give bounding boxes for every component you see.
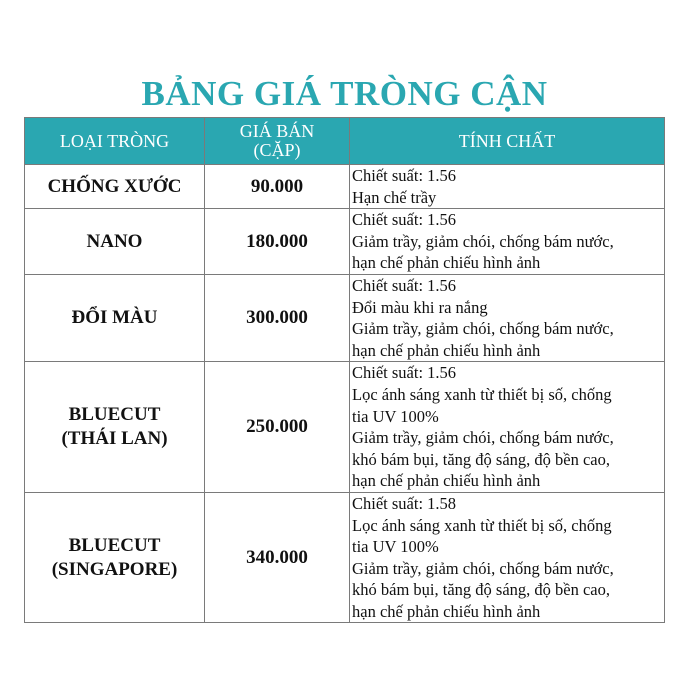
lens-type-cell bbox=[25, 165, 205, 209]
price-cell bbox=[205, 274, 350, 361]
price-value: 180.000 bbox=[246, 230, 308, 252]
feature-line: tia UV 100% bbox=[352, 406, 439, 426]
feature-line: Chiết suất: 1.56 bbox=[352, 363, 457, 383]
feature-line: khó bám bụi, tăng độ sáng, độ bền cao, bbox=[352, 580, 610, 600]
features-cell bbox=[350, 165, 665, 209]
lens-type-line: (SINGAPORE) bbox=[51, 558, 178, 580]
features-cell bbox=[350, 274, 665, 361]
lens-type-line: BLUECUT bbox=[68, 404, 161, 426]
feature-line: Hạn chế trầy bbox=[352, 187, 437, 207]
features-cell bbox=[350, 492, 665, 623]
feature-line: Đổi màu khi ra nắng bbox=[352, 297, 488, 317]
feature-line: Giảm trầy, giảm chói, chống bám nước, bbox=[352, 319, 614, 339]
price-table bbox=[24, 117, 665, 623]
feature-line: tia UV 100% bbox=[352, 537, 439, 557]
table-row bbox=[25, 209, 665, 275]
feature-line: Lọc ánh sáng xanh từ thiết bị số, chống bbox=[352, 515, 612, 535]
price-value: 340.000 bbox=[246, 546, 308, 568]
page-title: BẢNG GIÁ TRÒNG CẬN bbox=[141, 74, 548, 113]
lens-type-cell bbox=[25, 274, 205, 361]
lens-type-line: NANO bbox=[86, 230, 143, 252]
price-cell bbox=[205, 492, 350, 623]
feature-line: hạn chế phản chiếu hình ảnh bbox=[352, 601, 541, 621]
lens-type-cell bbox=[25, 492, 205, 623]
lens-type-line: BLUECUT bbox=[68, 534, 161, 556]
header-features-label: TÍNH CHẤT bbox=[458, 130, 556, 151]
feature-line: Giảm trầy, giảm chói, chống bám nước, bbox=[352, 428, 614, 448]
table-row bbox=[25, 274, 665, 361]
price-value: 250.000 bbox=[246, 416, 308, 438]
header-lens-type-label: LOẠI TRÒNG bbox=[59, 130, 170, 151]
lens-type-cell bbox=[25, 209, 205, 275]
price-value: 90.000 bbox=[250, 175, 304, 197]
feature-line: Chiết suất: 1.56 bbox=[352, 210, 457, 230]
header-price bbox=[205, 118, 350, 165]
feature-line: Giảm trầy, giảm chói, chống bám nước, bbox=[352, 231, 614, 251]
lens-type-cell bbox=[25, 362, 205, 493]
feature-line: Giảm trầy, giảm chói, chống bám nước, bbox=[352, 558, 614, 578]
feature-line: hạn chế phản chiếu hình ảnh bbox=[352, 471, 541, 491]
feature-line: khó bám bụi, tăng độ sáng, độ bền cao, bbox=[352, 449, 610, 469]
table-row bbox=[25, 492, 665, 623]
header-price-line2: (CẶP) bbox=[253, 140, 301, 160]
lens-type-line: CHỐNG XƯỚC bbox=[47, 175, 182, 197]
features-cell bbox=[350, 362, 665, 493]
header-price-line1: GIÁ BÁN bbox=[239, 121, 315, 141]
table-header-row bbox=[25, 118, 665, 165]
price-value: 300.000 bbox=[246, 307, 308, 329]
feature-line: hạn chế phản chiếu hình ảnh bbox=[352, 253, 541, 273]
price-cell bbox=[205, 362, 350, 493]
lens-type-line: ĐỔI MÀU bbox=[71, 307, 158, 329]
header-lens-type bbox=[25, 118, 205, 165]
feature-line: hạn chế phản chiếu hình ảnh bbox=[352, 340, 541, 360]
feature-line: Chiết suất: 1.56 bbox=[352, 166, 457, 185]
feature-line: Chiết suất: 1.56 bbox=[352, 275, 457, 295]
price-cell bbox=[205, 209, 350, 275]
feature-line: Lọc ánh sáng xanh từ thiết bị số, chống bbox=[352, 384, 612, 404]
features-cell bbox=[350, 209, 665, 275]
price-cell bbox=[205, 165, 350, 209]
lens-type-line: (THÁI LAN) bbox=[61, 428, 168, 450]
table-row bbox=[25, 362, 665, 493]
table-row bbox=[25, 165, 665, 209]
header-features bbox=[350, 118, 665, 165]
feature-line: Chiết suất: 1.58 bbox=[352, 493, 457, 513]
